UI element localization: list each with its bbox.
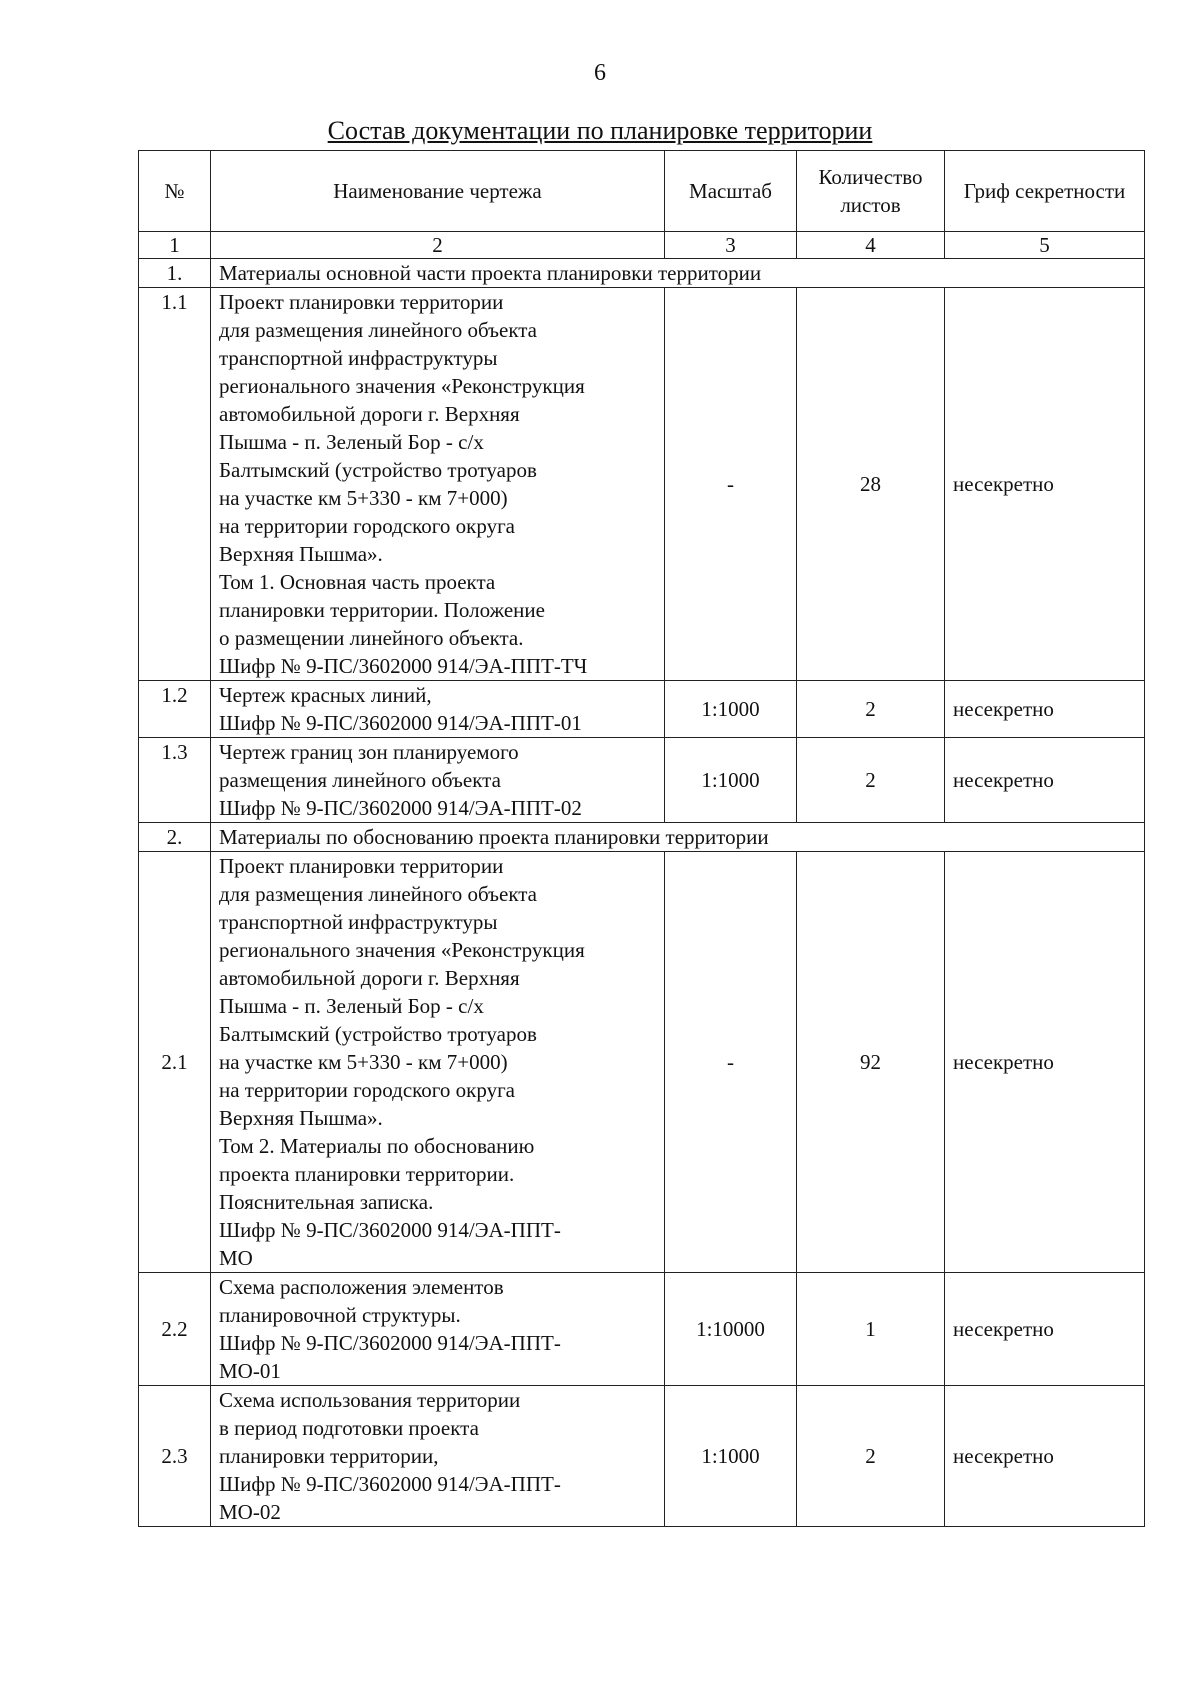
row-scale: -	[665, 852, 797, 1273]
header-number: №	[139, 151, 211, 232]
table-row	[139, 738, 1145, 823]
row-number: 2.2	[139, 1273, 211, 1386]
row-number: 1.3	[139, 738, 211, 823]
column-number: 3	[665, 232, 797, 259]
row-secrecy: несекретно	[945, 1273, 1145, 1386]
row-drawing-name: Чертеж границ зон планируемого размещения линейного объекта Шифр № 9-ПС/3602000 914/ЭА-ППТ-02	[211, 738, 665, 823]
section-number: 2.	[139, 823, 211, 852]
table-row	[139, 288, 1145, 681]
column-number: 5	[945, 232, 1145, 259]
row-drawing-name: Проект планировки территории для размещения линейного объекта транспортной инфраструктуры регионального значения «Реконструкция автомобильной дороги г. Верхняя Пышма - п. Зеленый Бор - с/х Балтымский (устройство тротуаров на участке км 5+330 - км 7+000) на территории городского округа Верхняя Пышма». Том 2. Материалы по обоснованию проекта планировки территории. Пояснительная записка. Шифр № 9-ПС/3602000 914/ЭА-ППТ- МО	[211, 852, 665, 1273]
table-row	[139, 681, 1145, 738]
row-scale: 1:1000	[665, 681, 797, 738]
section-title: Материалы по обоснованию проекта планировки территории	[211, 823, 1145, 852]
row-scale: 1:1000	[665, 738, 797, 823]
row-sheet-count: 1	[797, 1273, 945, 1386]
column-number: 1	[139, 232, 211, 259]
row-secrecy: несекретно	[945, 681, 1145, 738]
row-drawing-name: Чертеж красных линий, Шифр № 9-ПС/3602000 914/ЭА-ППТ-01	[211, 681, 665, 738]
row-secrecy: несекретно	[945, 1386, 1145, 1527]
header-drawing-name: Наименование чертежа	[211, 151, 665, 232]
row-sheet-count: 2	[797, 1386, 945, 1527]
section-number: 1.	[139, 259, 211, 288]
row-drawing-name: Проект планировки территории для размещения линейного объекта транспортной инфраструктуры регионального значения «Реконструкция автомобильной дороги г. Верхняя Пышма - п. Зеленый Бор - с/х Балтымский (устройство тротуаров на участке км 5+330 - км 7+000) на территории городского округа Верхняя Пышма». Том 1. Основная часть проекта планировки территории. Положение о размещении линейного объекта. Шифр № 9-ПС/3602000 914/ЭА-ППТ-ТЧ	[211, 288, 665, 681]
table-row	[139, 852, 1145, 1273]
row-scale: 1:1000	[665, 1386, 797, 1527]
header-sheet-count: Количество листов	[797, 151, 945, 232]
document-title: Состав документации по планировке территории	[327, 116, 873, 145]
section-row	[139, 259, 1145, 288]
row-secrecy: несекретно	[945, 738, 1145, 823]
page-number: 6	[594, 60, 606, 86]
column-number: 4	[797, 232, 945, 259]
row-number: 1.2	[139, 681, 211, 738]
table-header-row	[139, 151, 1145, 232]
row-sheet-count: 2	[797, 681, 945, 738]
row-sheet-count: 92	[797, 852, 945, 1273]
table-row	[139, 1273, 1145, 1386]
section-row	[139, 823, 1145, 852]
row-number: 2.3	[139, 1386, 211, 1527]
column-number: 2	[211, 232, 665, 259]
row-scale: 1:10000	[665, 1273, 797, 1386]
section-title: Материалы основной части проекта планировки территории	[211, 259, 1145, 288]
header-secrecy: Гриф секретности	[945, 151, 1145, 232]
header-scale: Масштаб	[665, 151, 797, 232]
row-secrecy: несекретно	[945, 288, 1145, 681]
row-sheet-count: 28	[797, 288, 945, 681]
row-scale: -	[665, 288, 797, 681]
table-row	[139, 1386, 1145, 1527]
row-number: 1.1	[139, 288, 211, 681]
row-sheet-count: 2	[797, 738, 945, 823]
documentation-table	[138, 150, 1145, 1527]
row-number: 2.1	[139, 852, 211, 1273]
row-secrecy: несекретно	[945, 852, 1145, 1273]
row-drawing-name: Схема расположения элементов планировочной структуры. Шифр № 9-ПС/3602000 914/ЭА-ППТ- МО-01	[211, 1273, 665, 1386]
row-drawing-name: Схема использования территории в период подготовки проекта планировки территории, Шифр № 9-ПС/3602000 914/ЭА-ППТ- МО-02	[211, 1386, 665, 1527]
column-number-row	[139, 232, 1145, 259]
